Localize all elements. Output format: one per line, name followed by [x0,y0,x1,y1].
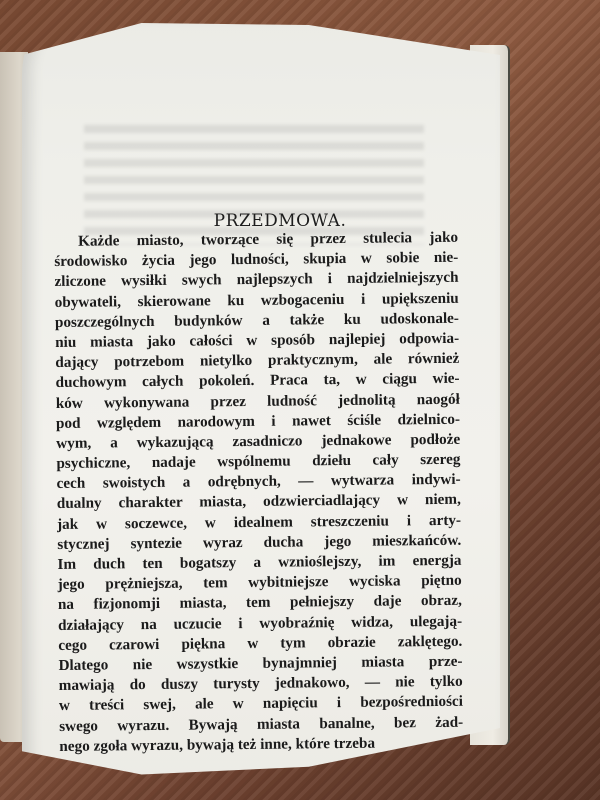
text-line: działający na uczucie i wyobraźnię widza, ulegają- [58,612,463,634]
text-line: jego prężniejsza, tem wybitniejsze wyciska piętno [57,571,462,594]
text-line: obywateli, skierowane ku wzbogaceniu i upiększeniu [54,289,459,311]
page-heading: PRZEDMOWA. [213,211,347,232]
text-line: w treści swej, ale w napięciu i bezpośredniości [58,693,464,715]
text-line: stycznej syntezie wyraz ducha jego mieszkańców. [57,531,462,553]
text-line: na fizjonomji miasta, tem pełniejszy daje obraz, [57,592,462,614]
body-text [54,228,463,757]
text-line: ków wykonywana przez ludność jednolitą naogół [55,390,460,412]
text-line: mawiają do duszy turysty jednakowo, — nie tylko [58,672,463,695]
text-line: pod względem narodowym i nawet ściśle dzielnico- [55,410,461,432]
text-line: Im duch ten bogatszy a wznioślejszy, im energja [57,551,462,573]
text-line: jak w soczewce, w idealnem streszczeniu i arty- [56,511,462,533]
text-line: cego czarowi piękna w tym obrazie zaklętego. [58,632,463,654]
text-line: dający potrzebom nietylko praktycznym, ale również [55,349,460,372]
text-line: swego wyrazu. Bywają miasta banalne, bez żad- [59,713,464,735]
text-line: dualny charakter miasta, odzwierciadlający w niem, [56,491,461,513]
text-line: Każde miasto, tworzące się przez stulecia jako [78,228,459,250]
text-line: poszczególnych budynków a także ku udoskonale- [54,309,460,331]
text-line: cech swoistych a odrębnych, — wytwarza indywi- [56,471,461,493]
text-line: niu miasta jako całości w sposób najlepiej odpowia- [55,329,460,351]
text-line: środowisko życia jego ludności, skupia w sobie nie- [54,248,459,271]
text-line: duchowym całych pokoleń. Praca ta, w ciągu wie- [55,370,460,392]
text-line: wym, a wykazującą zasadniczo jednakowe podłoże [56,430,461,452]
text-line: zliczone wysiłki swych najlepszych i najdzielniejszych [54,269,459,291]
text-line: nego zgoła wyrazu, bywają też inne, które trzeba [59,734,376,755]
text-line: psychiczne, nadaje wspólnemu dziełu cały szereg [56,450,461,473]
text-line: Dlatego nie wszystkie bynajmniej miasta prze- [58,652,463,674]
